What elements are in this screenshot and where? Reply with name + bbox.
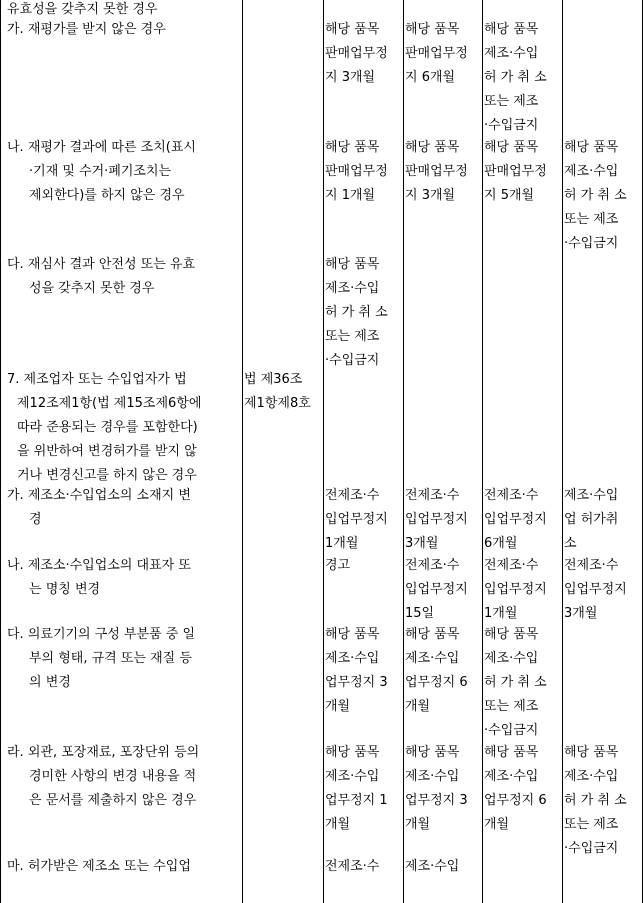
cell-line: 전제조·수 — [484, 488, 539, 503]
penalty-cell-p2 — [405, 623, 480, 719]
penalty-cell-p2 — [405, 554, 480, 626]
cell-line: 제조·수입 — [564, 488, 619, 503]
cell-line: 입업무정지 — [484, 512, 547, 527]
cell-line: 해당 품목 — [405, 745, 460, 760]
cell-line: 거나 변경신고를 하지 않은 경우 — [17, 468, 197, 483]
item-cell — [7, 368, 239, 488]
cell-line: 의 변경 — [29, 675, 71, 690]
cell-line: 전제조·수 — [564, 558, 619, 573]
cell-line: 허 가 취 소 — [484, 70, 547, 85]
cell-line: 경고 — [325, 558, 351, 573]
penalty-cell-p2 — [405, 18, 480, 90]
cell-line: 전제조·수 — [325, 488, 380, 503]
cell-line: 해당 품목 — [564, 745, 619, 760]
cell-line: 6개월 — [484, 536, 518, 551]
column-border — [403, 0, 404, 903]
cell-line: 해당 품목 — [484, 627, 539, 642]
cell-line: 또는 제조 — [564, 212, 619, 227]
cell-line: 제조·수입 — [484, 651, 539, 666]
cell-line: 또는 제조 — [564, 817, 619, 832]
cell-line: 제조·수입 — [405, 651, 460, 666]
cell-line: 따라 준용되는 경우를 포함한다) — [17, 420, 198, 435]
cell-line: 제조·수입 — [325, 651, 380, 666]
item-cell — [7, 623, 239, 695]
cell-line: 유효성을 갖추지 못한 경우 — [7, 2, 158, 17]
item-cell — [7, 253, 239, 301]
cell-line: 마. 허가받은 제조소 또는 수입업 — [7, 859, 191, 874]
penalty-cell-p1 — [325, 741, 401, 837]
cell-line: 해당 품목 — [484, 745, 539, 760]
cell-line: 개월 — [405, 817, 431, 832]
cell-line: 제조·수입 — [405, 859, 460, 874]
penalty-cell-p4 — [564, 554, 640, 626]
penalty-cell-p2 — [405, 484, 480, 556]
penalty-cell-p3 — [484, 18, 560, 138]
cell-line: 또는 제조 — [325, 329, 380, 344]
cell-line: 판매업무정 — [405, 46, 468, 61]
cell-line: 입업무정지 — [564, 582, 627, 597]
penalty-cell-p4 — [564, 136, 640, 256]
penalty-cell-p3 — [484, 623, 560, 743]
cell-line: 경미한 사항의 변경 내용을 적 — [29, 769, 197, 784]
column-border — [482, 0, 483, 903]
cell-line: 15일 — [405, 606, 435, 621]
cell-line: 제조·수입 — [484, 769, 539, 784]
column-border — [562, 0, 563, 903]
item-cell — [7, 136, 239, 208]
cell-line: 은 문서를 제출하지 않은 경우 — [29, 793, 197, 808]
cell-line: 경 — [29, 512, 42, 527]
penalty-cell-p1 — [325, 484, 401, 556]
cell-line: 7. 제조업자 또는 수입업자가 법 — [7, 372, 187, 387]
cell-line: 입업무정지 — [405, 512, 468, 527]
cell-line: 업 허가취 — [564, 512, 619, 527]
cell-line: ·수입금지 — [564, 841, 619, 856]
cell-line: 판매업무정 — [484, 164, 547, 179]
cell-line: 업무정지 3 — [325, 675, 388, 690]
penalty-cell-p1 — [325, 855, 401, 879]
cell-line: 또는 제조 — [484, 699, 539, 714]
cell-line: 제12조제1항(법 제15조제6항에 — [17, 396, 202, 411]
cell-line: 지 6개월 — [405, 70, 456, 85]
cell-line: 다. 재심사 결과 안전성 또는 유효 — [7, 257, 196, 272]
cell-line: 허 가 취 소 — [564, 793, 627, 808]
cell-line: ·수입금지 — [484, 118, 539, 133]
cell-line: 개월 — [325, 817, 351, 832]
cell-line: 해당 품목 — [564, 140, 619, 155]
cell-line: 해당 품목 — [405, 627, 460, 642]
column-border — [323, 0, 324, 903]
cell-line: 나. 제조소·수입업소의 대표자 또 — [7, 558, 191, 573]
cell-line: ·수입금지 — [325, 353, 380, 368]
cell-line: 가. 재평가를 받지 않은 경우 — [7, 22, 166, 37]
cell-line: 해당 품목 — [325, 627, 380, 642]
penalty-cell-p3 — [484, 136, 560, 208]
penalty-cell-p4 — [564, 484, 640, 556]
cell-line: 허 가 취 소 — [564, 188, 627, 203]
cell-line: 전제조·수 — [484, 558, 539, 573]
cell-line: 1개월 — [484, 606, 518, 621]
cell-line: 지 3개월 — [325, 70, 376, 85]
cell-line: 판매업무정 — [325, 164, 388, 179]
cell-line: 업무정지 6 — [484, 793, 547, 808]
cell-line: 또는 제조 — [484, 94, 539, 109]
cell-line: 제조·수입 — [325, 281, 380, 296]
cell-line: 지 5개월 — [484, 188, 535, 203]
cell-line: 소 — [564, 536, 577, 551]
cell-line: 해당 품목 — [325, 745, 380, 760]
item-cell — [7, 741, 239, 813]
cell-line: 제조·수입 — [564, 769, 619, 784]
cell-line: 제1항제8호 — [244, 396, 311, 411]
cell-line: 전제조·수 — [325, 859, 380, 874]
cell-line: 판매업무정 — [405, 164, 468, 179]
cell-line: 3개월 — [564, 606, 598, 621]
cell-line: 는 명칭 변경 — [29, 582, 101, 597]
penalty-cell-p2 — [405, 136, 480, 208]
cell-line: 개월 — [484, 817, 510, 832]
cell-line: 을 위반하여 변경허가를 받지 않 — [17, 444, 197, 459]
cell-line: 제외한다)를 하지 않은 경우 — [29, 188, 185, 203]
item-cell — [7, 855, 239, 879]
cell-line: 지 1개월 — [325, 188, 376, 203]
cell-line: 해당 품목 — [405, 140, 460, 155]
cell-line: 지 3개월 — [405, 188, 456, 203]
penalty-cell-p1 — [325, 554, 401, 578]
cell-line: 제조·수입 — [325, 769, 380, 784]
cell-line: ·기재 및 수거·폐기조치는 — [29, 164, 172, 179]
cell-line: 법 제36조 — [244, 372, 303, 387]
cell-line: 해당 품목 — [325, 22, 380, 37]
cell-line: 다. 의료기기의 구성 부분품 중 일 — [7, 627, 196, 642]
item-cell — [7, 18, 239, 42]
cell-line: 허 가 취 소 — [484, 675, 547, 690]
cell-line: 허 가 취 소 — [325, 305, 388, 320]
law-cell — [244, 368, 321, 416]
cell-line: 해당 품목 — [484, 22, 539, 37]
cell-line: 업무정지 6 — [405, 675, 468, 690]
cell-line: 부의 형태, 규격 또는 재질 등 — [29, 651, 192, 666]
penalty-cell-p4 — [564, 741, 640, 861]
cell-line: 해당 품목 — [325, 257, 380, 272]
cell-line: 제조·수입 — [405, 769, 460, 784]
penalty-cell-p2 — [405, 741, 480, 837]
cell-line: 전제조·수 — [405, 558, 460, 573]
penalty-cell-p2 — [405, 855, 480, 879]
penalty-cell-p3 — [484, 484, 560, 556]
cell-line: 해당 품목 — [484, 140, 539, 155]
cell-line: 1개월 — [325, 536, 359, 551]
cell-line: 가. 제조소·수입업소의 소재지 변 — [7, 488, 191, 503]
cell-line: 3개월 — [405, 536, 439, 551]
item-cell — [7, 554, 239, 602]
cell-line: 나. 재평가 결과에 따른 조치(표시 — [7, 140, 196, 155]
penalty-cell-p3 — [484, 741, 560, 837]
penalty-cell-p1 — [325, 253, 401, 373]
item-cell — [7, 484, 239, 532]
penalty-cell-p3 — [484, 554, 560, 626]
penalty-cell-p1 — [325, 623, 401, 719]
cell-line: 개월 — [325, 699, 351, 714]
cell-line: 업무정지 3 — [405, 793, 468, 808]
cell-line: 제조·수입 — [564, 164, 619, 179]
cell-line: 성을 갖추지 못한 경우 — [29, 281, 155, 296]
cell-line: ·수입금지 — [484, 723, 539, 738]
cell-line: 개월 — [405, 699, 431, 714]
cell-line: 입업무정지 — [484, 582, 547, 597]
cell-line: 제조·수입 — [484, 46, 539, 61]
cell-line: ·수입금지 — [564, 236, 619, 251]
cell-line: 입업무정지 — [405, 582, 468, 597]
penalty-cell-p1 — [325, 18, 401, 90]
cell-line: 해당 품목 — [405, 22, 460, 37]
cell-line: 해당 품목 — [325, 140, 380, 155]
penalty-cell-p1 — [325, 136, 401, 208]
cell-line: 판매업무정 — [325, 46, 388, 61]
column-border — [0, 0, 1, 903]
cell-line: 전제조·수 — [405, 488, 460, 503]
cell-line: 라. 외관, 포장재료, 포장단위 등의 — [7, 745, 200, 760]
column-border — [242, 0, 243, 903]
cell-line: 업무정지 1 — [325, 793, 388, 808]
cell-line: 입업무정지 — [325, 512, 388, 527]
